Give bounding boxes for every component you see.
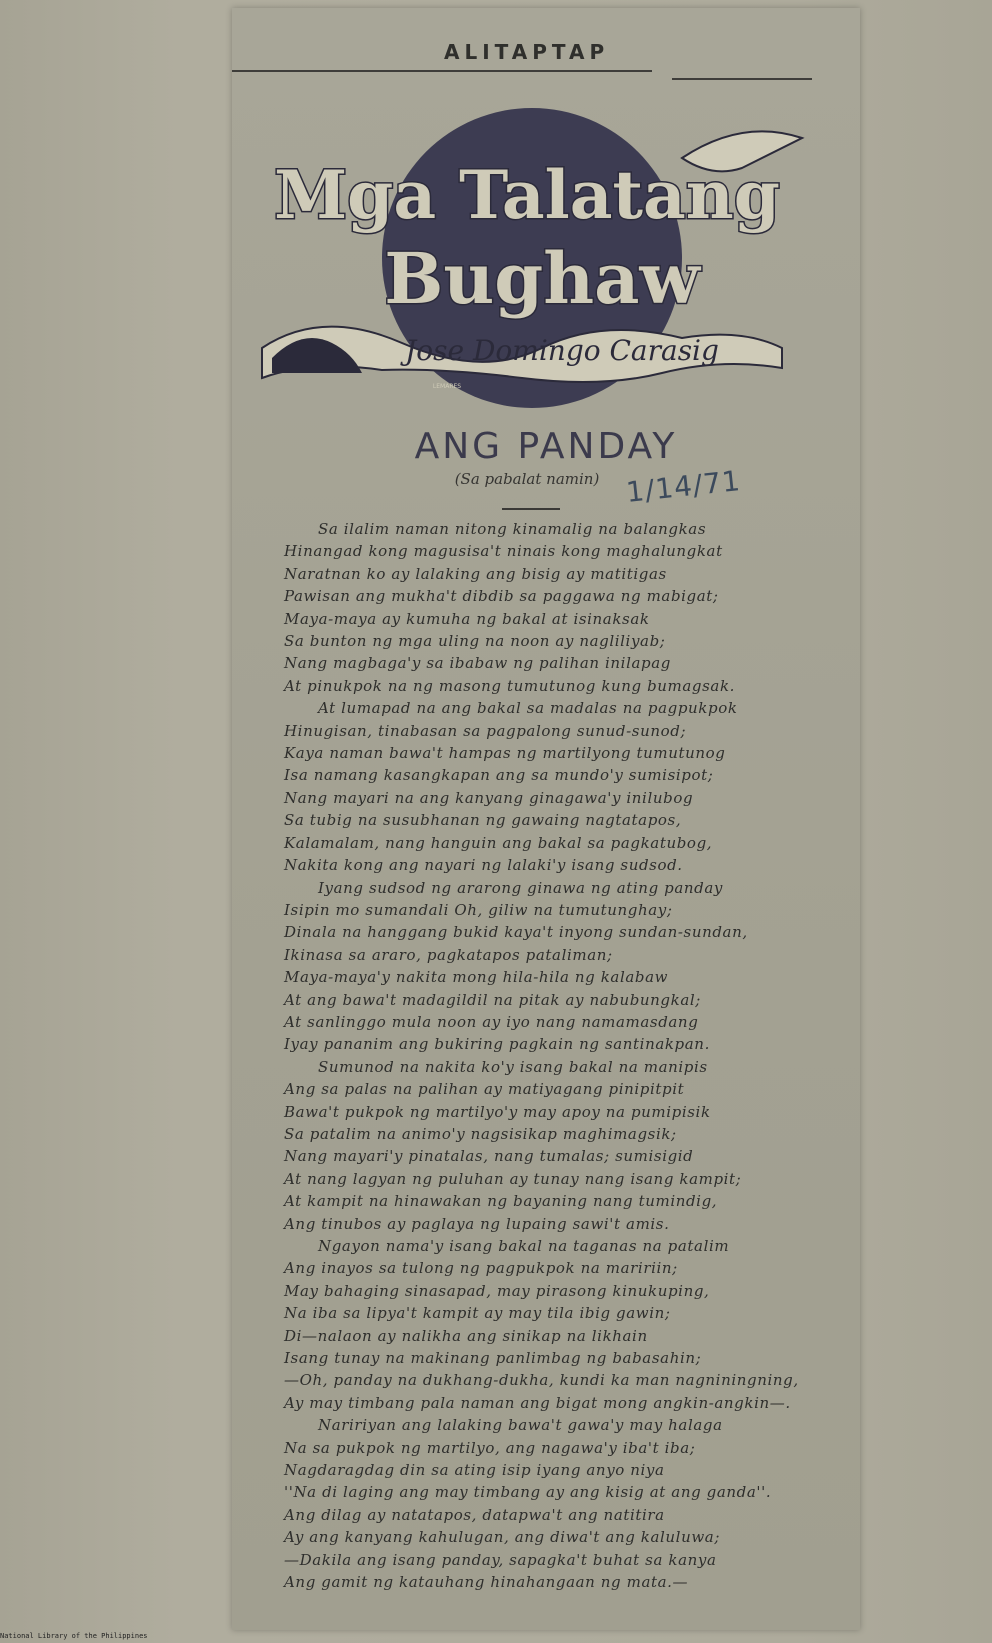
stanza	[284, 1235, 844, 1414]
poem-line: Sumunod na nakita ko'y isang bakal na manipis	[318, 1057, 708, 1076]
poem-line: Naririyan ang lalaking bawa't gawa'y may halaga	[318, 1416, 723, 1435]
poem-line: Ang dilag ay natatapos, datapwa't ang natitira	[284, 1505, 665, 1524]
archive-credit: National Library of the Philippines	[0, 1632, 148, 1640]
poem-line: Nang mayari na ang kanyang ginagawa'y inilubog	[284, 788, 694, 807]
poem-line: Nagdaragdag din sa ating isip iyang anyo niya	[284, 1461, 665, 1480]
poem-line: Ay may timbang pala naman ang bigat mong angkin-angkin—.	[284, 1393, 791, 1412]
poem-line: Isa namang kasangkapan ang sa mundo'y sumisipot;	[284, 766, 714, 785]
poem-line: Dinala na hanggang bukid kaya't inyong sundan-sundan,	[284, 923, 748, 942]
masthead-rule	[232, 70, 652, 72]
poem-line: Kalamalam, nang hanguin ang bakal sa pagkatubog,	[284, 833, 713, 852]
poem-line: Nakita kong ang nayari ng lalaki'y isang sudsod.	[284, 856, 683, 875]
column-banner	[242, 98, 812, 408]
poem-line: At ang bawa't madagildil na pitak ay nabubungkal;	[284, 990, 701, 1009]
poem-line: Hinugisan, tinabasan sa pagpalong sunud-sunod;	[284, 721, 687, 740]
poem-line: Nang mayari'y pinatalas, nang tumalas; sumisigid	[284, 1147, 694, 1166]
article-title: ANG PANDAY	[414, 426, 678, 467]
masthead	[232, 26, 860, 76]
banner-illustration	[242, 98, 812, 408]
masthead-rule-right	[672, 78, 812, 80]
banner-signature: Jose Domingo Carasig	[405, 334, 719, 367]
poem-body	[284, 518, 844, 1594]
poem-line: Ikinasa sa araro, pagkatapos pataliman;	[284, 945, 613, 964]
banner-line2: Bughaw	[384, 237, 700, 320]
stanza	[284, 697, 844, 876]
poem-line: Ang tinubos ay paglaya ng lupaing sawi't amis.	[284, 1214, 670, 1233]
masthead-title: ALITAPTAP	[444, 40, 610, 64]
poem-line: Sa bunton ng mga uling na noon ay nagliliyab;	[284, 632, 666, 651]
poem-line: Nang magbaga'y sa ibabaw ng palihan inilapag	[284, 654, 671, 673]
poem-line: Ang gamit ng katauhang hinahangaan ng mata.—	[284, 1573, 689, 1592]
poem-line: At lumapad na ang bakal sa madalas na pagpukpok	[318, 699, 738, 718]
poem-line: Ay ang kanyang kahulugan, ang diwa't ang kaluluwa;	[284, 1528, 720, 1547]
poem-line: Na iba sa lipya't kampit ay may tila ibig gawin;	[284, 1304, 671, 1323]
poem-line: At kampit na hinawakan ng bayaning nang tumindig,	[284, 1192, 718, 1211]
poem-line: Hinangad kong magusisa't ninais kong maghalungkat	[284, 542, 723, 561]
poem-line: Pawisan ang mukha't dibdib sa paggawa ng mabigat;	[284, 587, 719, 606]
banner-small-credit: LEMARES	[432, 383, 462, 390]
stanza	[284, 518, 844, 697]
poem-line: Na sa pukpok ng martilyo, ang nagawa'y iba't iba;	[284, 1438, 696, 1457]
poem-line: Naratnan ko ay lalaking ang bisig ay matitigas	[284, 564, 667, 583]
poem-line: Iyay pananim ang bukiring pagkain ng santinakpan.	[284, 1035, 710, 1054]
handwritten-date: 1/14/71	[624, 464, 743, 509]
banner-line1: Mga Talatang	[274, 156, 780, 234]
poem-line: Maya-maya'y nakita mong hila-hila ng kalabaw	[284, 968, 669, 987]
poem-line: Sa patalim na animo'y nagsisikap maghimagsik;	[284, 1124, 677, 1143]
poem-line: —Dakila ang isang panday, sapagka't buhat sa kanya	[284, 1550, 717, 1569]
article-subtitle: (Sa pabalat namin)	[454, 470, 600, 488]
stanza	[284, 1056, 844, 1235]
poem-line: Isang tunay na makinang panlimbag ng babasahin;	[284, 1349, 702, 1368]
poem-line: Iyang sudsod ng ararong ginawa ng ating panday	[318, 878, 723, 897]
poem-line: Ngayon nama'y isang bakal na taganas na patalim	[318, 1237, 730, 1255]
poem-line: Ang inayos sa tulong ng pagpukpok na maririin;	[284, 1259, 678, 1278]
title-divider	[502, 508, 560, 510]
stanza	[284, 877, 844, 1056]
poem-line: —Oh, panday na dukhang-dukha, kundi ka man nagniningning,	[284, 1371, 799, 1390]
newspaper-clipping	[232, 8, 860, 1630]
poem-line: Kaya naman bawa't hampas ng martilyong tumutunog	[284, 744, 726, 763]
poem-line: Di—nalaon ay nalikha ang sinikap na likhain	[284, 1326, 648, 1345]
poem-line: May bahaging sinasapad, may pirasong kinukuping,	[284, 1281, 710, 1300]
poem-line: Bawa't pukpok ng martilyo'y may apoy na pumipisik	[284, 1102, 711, 1121]
poem-line: Ang sa palas na palihan ay matiyagang pinipitpit	[284, 1080, 685, 1099]
poem-line: Sa ilalim naman nitong kinamalig na balangkas	[318, 520, 707, 538]
poem-line: ''Na di laging ang may timbang ay ang kisig at ang ganda''.	[284, 1483, 772, 1502]
stanza	[284, 1414, 844, 1593]
poem-line: Isipin mo sumandali Oh, giliw na tumutunghay;	[284, 900, 673, 919]
poem-line: Sa tubig na susubhanan ng gawaing nagtatapos,	[284, 811, 682, 830]
poem-line: Maya-maya ay kumuha ng bakal at isinaksak	[284, 609, 650, 628]
poem-line: At pinukpok na ng masong tumutunog kung bumagsak.	[284, 676, 736, 695]
poem-line: At sanlinggo mula noon ay iyo nang namamasdang	[284, 1012, 699, 1031]
poem-line: At nang lagyan ng puluhan ay tunay nang isang kampit;	[284, 1169, 742, 1188]
